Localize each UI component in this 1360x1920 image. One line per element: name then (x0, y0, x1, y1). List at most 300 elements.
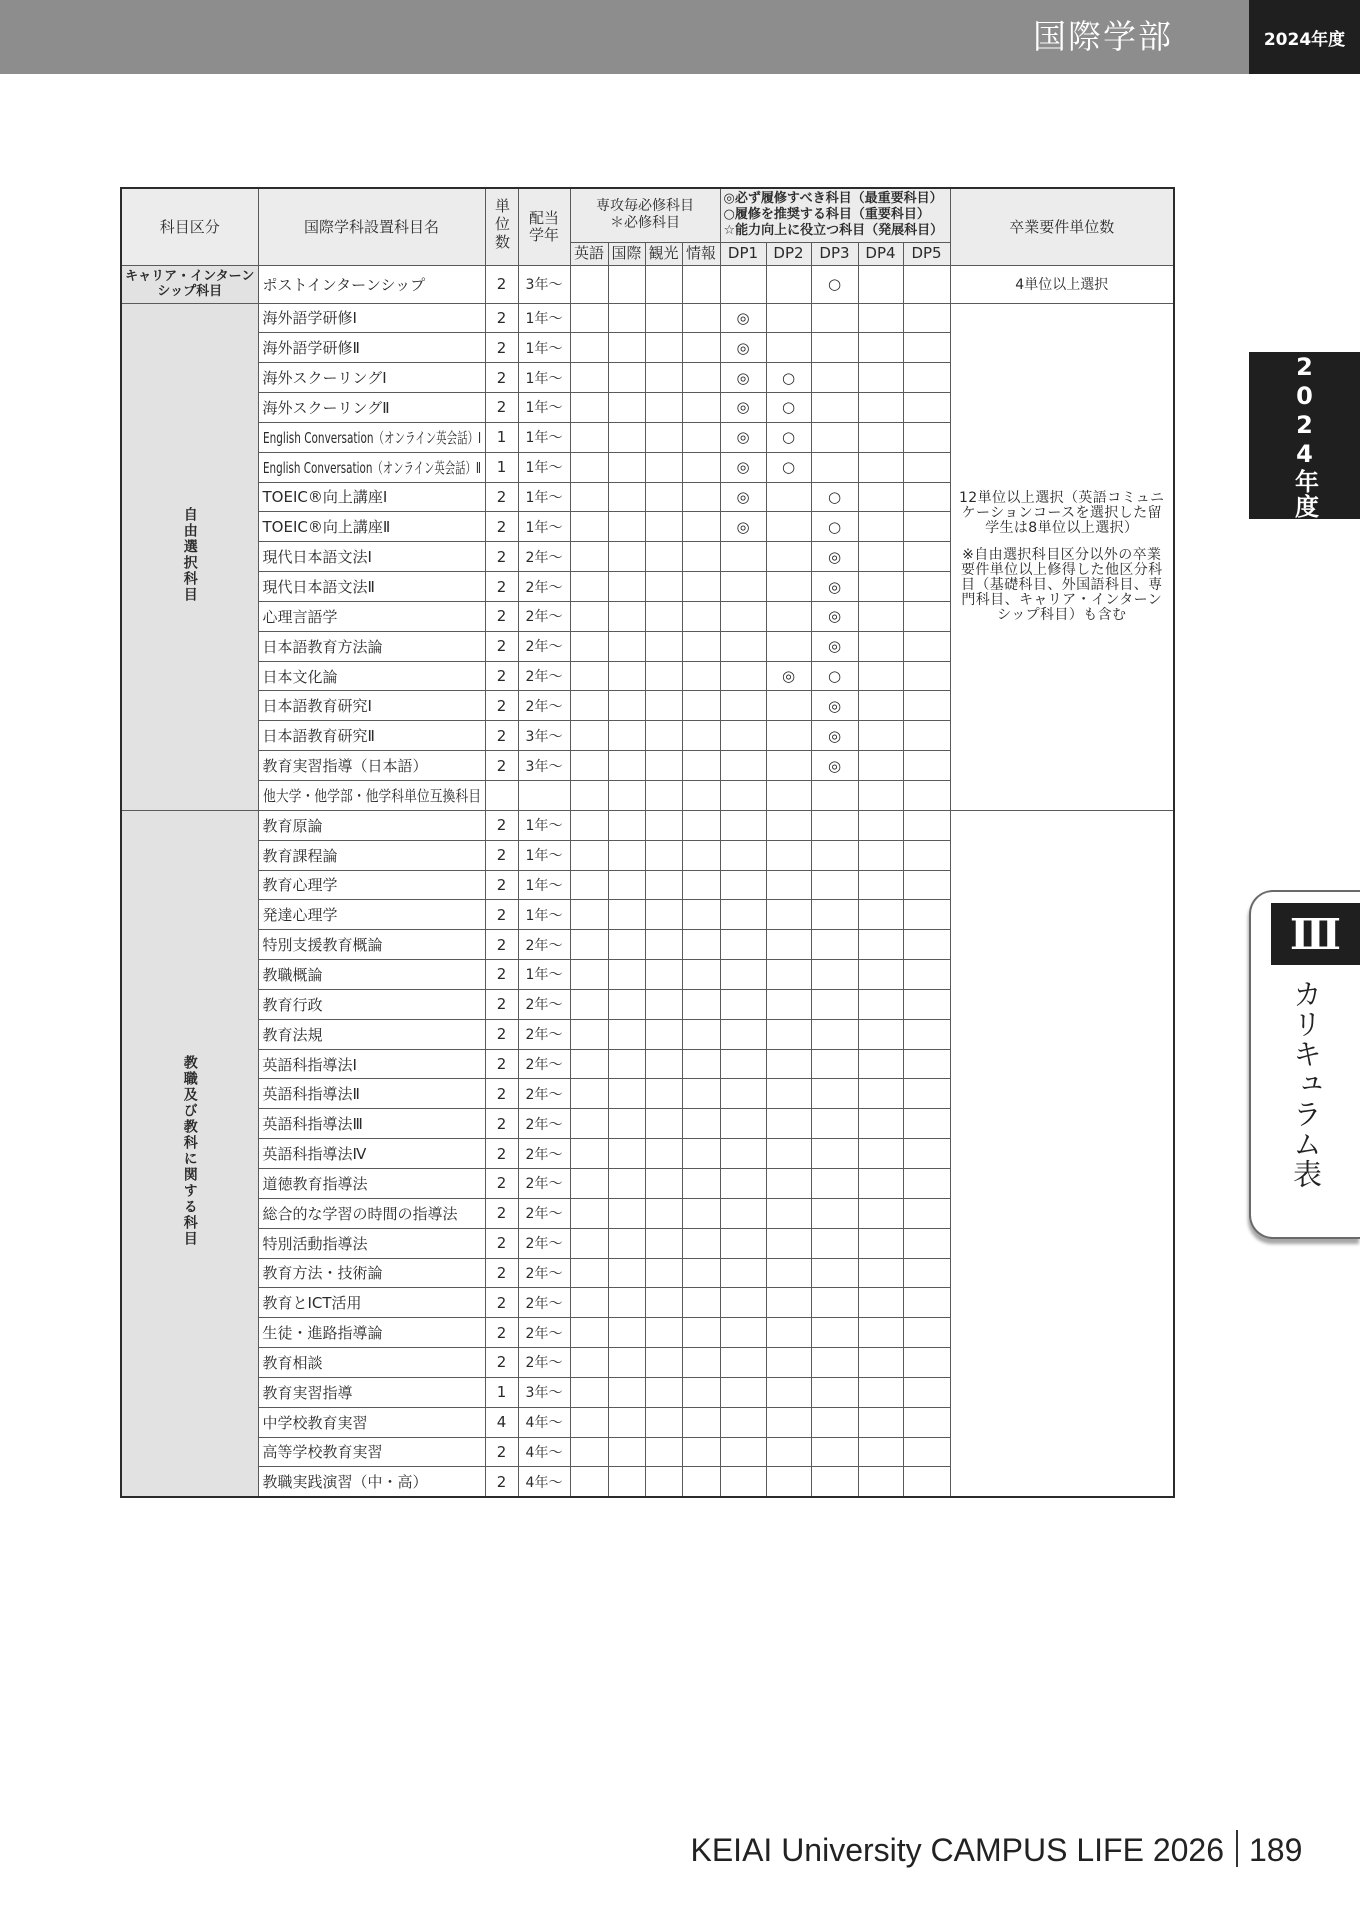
dp3-cell (811, 1407, 858, 1437)
credit-units-cell (485, 1109, 518, 1139)
dp4-cell (858, 930, 903, 960)
assigned-year-cell (518, 265, 570, 303)
dp5-cell (903, 840, 950, 870)
dp1-cell (720, 333, 766, 363)
dp-mark: ○ (827, 275, 842, 293)
dp2-cell (766, 900, 811, 930)
major-required-cell (682, 482, 720, 512)
major-required-cell (645, 1437, 682, 1467)
assigned-year-cell (518, 1079, 570, 1109)
dp2-cell (766, 1258, 811, 1288)
dp5-cell (903, 1437, 950, 1467)
dp1-cell (720, 900, 766, 930)
table-header (121, 188, 1174, 265)
dp5-cell (903, 900, 950, 930)
dp5-cell (903, 265, 950, 303)
credit-units-cell (485, 840, 518, 870)
credit-units-cell (485, 631, 518, 661)
assigned-year: 1年〜 (525, 310, 563, 327)
major-required-cell (645, 1019, 682, 1049)
course-name: 教職概論 (262, 965, 323, 984)
major-required-cell (608, 1049, 645, 1079)
course-name: ポストインターンシップ (262, 275, 426, 294)
course-name: 総合的な学習の時間の指導法 (262, 1204, 458, 1223)
major-required-cell (645, 1348, 682, 1378)
major-required-cell (608, 751, 645, 781)
dp5-cell (903, 751, 950, 781)
dp4-cell (858, 840, 903, 870)
assigned-year: 2年〜 (525, 1295, 563, 1312)
course-name-cell (258, 1109, 485, 1139)
dp3-cell (811, 661, 858, 691)
dp-mark: ◎ (736, 487, 750, 506)
major-required-cell (608, 1019, 645, 1049)
footer-divider (1236, 1830, 1238, 1867)
requirement-text: 4単位以上選択 (1015, 277, 1109, 293)
major-required-cell (608, 661, 645, 691)
dp1-cell (720, 721, 766, 751)
dp3-cell (811, 452, 858, 482)
assigned-year-cell (518, 422, 570, 452)
dp4-cell (858, 1049, 903, 1079)
credit-units: 2 (496, 547, 507, 566)
major-required-cell (645, 781, 682, 811)
course-name-cell (258, 781, 485, 811)
assigned-year: 1年〜 (525, 430, 563, 447)
dp-mark: ◎ (736, 338, 750, 357)
course-name-cell (258, 900, 485, 930)
table-body (121, 265, 1174, 1497)
major-required-cell (682, 393, 720, 423)
major-required-cell (608, 1407, 645, 1437)
dp5-cell (903, 1258, 950, 1288)
credit-units-cell (485, 900, 518, 930)
assigned-year: 1年〜 (525, 907, 563, 924)
dp2-cell (766, 1019, 811, 1049)
assigned-year-cell (518, 1437, 570, 1467)
dp1-cell (720, 1109, 766, 1139)
major-required-cell (608, 781, 645, 811)
requirement-note-wrap (955, 548, 1170, 623)
assigned-year: 2年〜 (525, 549, 563, 566)
credit-units: 2 (496, 1263, 507, 1282)
assigned-year-cell (518, 960, 570, 990)
assigned-year: 3年〜 (525, 728, 563, 745)
requirement-cell (950, 303, 1174, 810)
credit-units: 1 (496, 458, 507, 477)
course-name-cell (258, 393, 485, 423)
dp3-cell (811, 1228, 858, 1258)
dp-mark: ◎ (827, 696, 842, 715)
dp1-cell (720, 1198, 766, 1228)
dp2-cell (766, 265, 811, 303)
major-required-cell (645, 265, 682, 303)
major-required-cell (608, 631, 645, 661)
major-required-cell (608, 542, 645, 572)
assigned-year: 2年〜 (525, 1057, 563, 1074)
assigned-year: 2年〜 (525, 609, 563, 626)
dp4-cell (858, 303, 903, 333)
dp1-cell (720, 265, 766, 303)
major-required-cell (645, 1377, 682, 1407)
table-row (121, 810, 1174, 840)
major-required-cell (645, 930, 682, 960)
credit-units-cell (485, 1467, 518, 1497)
dp5-cell (903, 333, 950, 363)
credit-units: 2 (496, 308, 507, 327)
assigned-year: 2年〜 (525, 1325, 563, 1342)
dp3-cell (811, 333, 858, 363)
course-name-cell (258, 631, 485, 661)
major-required-cell (682, 542, 720, 572)
dp3-cell (811, 900, 858, 930)
credit-units-cell (485, 1019, 518, 1049)
course-name-cell (258, 721, 485, 751)
major-required-cell (608, 870, 645, 900)
major-required-cell (682, 1467, 720, 1497)
major-required-cell (682, 661, 720, 691)
assigned-year: 2年〜 (525, 1265, 563, 1282)
major-required-cell (645, 1198, 682, 1228)
header-dp1: DP1 (720, 242, 766, 265)
dp2-cell (766, 930, 811, 960)
credit-units-cell (485, 363, 518, 393)
major-required-cell (682, 1228, 720, 1258)
dp5-cell (903, 1168, 950, 1198)
dp1-cell (720, 661, 766, 691)
dp1-cell (720, 601, 766, 631)
dp2-cell (766, 452, 811, 482)
dp3-cell (811, 721, 858, 751)
assigned-year: 1年〜 (525, 340, 563, 357)
credit-units-cell (485, 303, 518, 333)
dp4-cell (858, 1288, 903, 1318)
category-cell (121, 303, 258, 810)
dp-legend-recommended: ○履修を推奨する科目（重要科目） (723, 207, 930, 223)
dp5-cell (903, 631, 950, 661)
course-name-cell (258, 363, 485, 393)
assigned-year-cell (518, 572, 570, 602)
major-required-cell (608, 452, 645, 482)
major-required-cell (570, 572, 608, 602)
course-name: 教育方法・技術論 (262, 1264, 383, 1283)
credit-units-cell (485, 691, 518, 721)
credit-units: 2 (496, 1114, 507, 1133)
major-required-cell (608, 363, 645, 393)
major-required-cell (570, 840, 608, 870)
dp1-cell (720, 1318, 766, 1348)
major-required-cell (645, 1318, 682, 1348)
major-required-cell (645, 721, 682, 751)
dp1-cell (720, 751, 766, 781)
dp1-cell (720, 1348, 766, 1378)
credit-units: 2 (496, 756, 507, 775)
major-required-cell (570, 1019, 608, 1049)
dp4-cell (858, 1139, 903, 1169)
assigned-year: 4年〜 (525, 1444, 563, 1461)
credit-units: 2 (496, 1174, 507, 1193)
course-name-cell (258, 1198, 485, 1228)
credit-units: 2 (496, 1084, 507, 1103)
dp5-cell (903, 989, 950, 1019)
dp2-cell (766, 1407, 811, 1437)
major-required-cell (570, 1079, 608, 1109)
dp3-cell (811, 393, 858, 423)
assigned-year-cell (518, 1258, 570, 1288)
dp5-cell (903, 303, 950, 333)
course-name-cell (258, 1348, 485, 1378)
dp2-cell (766, 960, 811, 990)
major-required-cell (570, 1467, 608, 1497)
dp2-cell (766, 1079, 811, 1109)
course-name-cell (258, 1467, 485, 1497)
credit-units: 2 (496, 517, 507, 536)
dp5-cell (903, 1079, 950, 1109)
course-name-cell (258, 452, 485, 482)
major-required-cell (645, 989, 682, 1019)
dp4-cell (858, 512, 903, 542)
header-dp4: DP4 (858, 242, 903, 265)
dp3-cell (811, 1318, 858, 1348)
credit-units: 2 (496, 1323, 507, 1342)
dp2-cell (766, 1198, 811, 1228)
dp4-cell (858, 1318, 903, 1348)
assigned-year: 1年〜 (525, 489, 563, 506)
dp2-cell (766, 572, 811, 602)
major-required-cell (608, 721, 645, 751)
assigned-year: 2年〜 (525, 669, 563, 686)
course-name: 海外スクーリングⅠ (262, 369, 387, 388)
dp4-cell (858, 265, 903, 303)
header-major-information: 情報 (682, 242, 720, 265)
credit-units: 2 (496, 1472, 507, 1491)
dp2-cell (766, 1288, 811, 1318)
dp-mark: ○ (781, 398, 796, 417)
major-required-cell (608, 265, 645, 303)
major-required-cell (570, 542, 608, 572)
dp5-cell (903, 542, 950, 572)
major-required-cell (645, 572, 682, 602)
major-required-cell (682, 781, 720, 811)
credit-units: 2 (496, 1055, 507, 1074)
dp3-cell (811, 1437, 858, 1467)
dp4-cell (858, 751, 903, 781)
dp5-cell (903, 960, 950, 990)
dp4-cell (858, 989, 903, 1019)
course-name: 海外スクーリングⅡ (262, 398, 390, 417)
dp5-cell (903, 691, 950, 721)
dp1-cell (720, 1467, 766, 1497)
dp5-cell (903, 781, 950, 811)
major-required-cell (645, 303, 682, 333)
assigned-year-cell (518, 930, 570, 960)
major-required-cell (682, 1019, 720, 1049)
dp2-cell (766, 393, 811, 423)
dp5-cell (903, 482, 950, 512)
assigned-year: 1年〜 (525, 519, 563, 536)
major-required-cell (645, 1288, 682, 1318)
dp-mark: ◎ (736, 308, 750, 327)
dp-mark: ○ (781, 458, 796, 477)
course-name-cell (258, 1079, 485, 1109)
dp4-cell (858, 691, 903, 721)
dp3-cell (811, 810, 858, 840)
credit-units: 2 (496, 1293, 507, 1312)
header-year (518, 188, 570, 265)
assigned-year-cell (518, 1139, 570, 1169)
major-required-cell (645, 452, 682, 482)
assigned-year-cell (518, 1348, 570, 1378)
credit-units-cell (485, 1318, 518, 1348)
course-name: 教育とICT活用 (262, 1294, 362, 1313)
assigned-year-cell (518, 1407, 570, 1437)
dp4-cell (858, 870, 903, 900)
major-required-cell (645, 1139, 682, 1169)
dp2-cell (766, 781, 811, 811)
course-name-cell (258, 810, 485, 840)
course-name: 教育原論 (262, 816, 323, 835)
course-name: 教職実践演習（中・高） (262, 1473, 428, 1492)
credit-units: 2 (496, 995, 507, 1014)
header-category-label: 科目区分 (159, 218, 220, 237)
major-required-cell (682, 900, 720, 930)
assigned-year-cell (518, 781, 570, 811)
assigned-year-cell (518, 1288, 570, 1318)
major-required-cell (570, 989, 608, 1019)
major-required-cell (645, 691, 682, 721)
assigned-year-cell (518, 751, 570, 781)
course-name-cell (258, 960, 485, 990)
year-badge (1249, 0, 1360, 74)
major-required-cell (682, 512, 720, 542)
major-required-cell (682, 840, 720, 870)
dp4-cell (858, 1377, 903, 1407)
dp1-cell (720, 1437, 766, 1467)
major-required-cell (608, 333, 645, 363)
dp1-cell (720, 1168, 766, 1198)
dp5-cell (903, 870, 950, 900)
assigned-year-cell (518, 1467, 570, 1497)
major-required-cell (645, 601, 682, 631)
dp3-cell (811, 960, 858, 990)
dp4-cell (858, 1019, 903, 1049)
year-badge-label: 2024年度 (1263, 29, 1346, 50)
dp2-cell (766, 1228, 811, 1258)
course-name: 日本語教育研究Ⅱ (262, 727, 375, 746)
major-required-cell (570, 303, 608, 333)
major-required-cell (570, 810, 608, 840)
table-row (121, 303, 1174, 333)
course-name: 日本文化論 (262, 667, 338, 686)
dp1-cell (720, 512, 766, 542)
course-name-cell (258, 1019, 485, 1049)
course-name-cell (258, 930, 485, 960)
major-required-cell (608, 393, 645, 423)
dp3-cell (811, 751, 858, 781)
course-name-cell (258, 1168, 485, 1198)
dp-mark: ◎ (736, 517, 750, 536)
assigned-year-cell (518, 1377, 570, 1407)
course-name: 心理言語学 (262, 607, 338, 626)
category-label: キャリア・インターン シップ科目 (125, 269, 255, 299)
major-required-cell (608, 422, 645, 452)
major-required-cell (608, 989, 645, 1019)
major-required-cell (570, 265, 608, 303)
credit-units-cell (485, 482, 518, 512)
dp-mark: ◎ (736, 398, 750, 417)
dp-legend-row (724, 207, 947, 223)
credit-units: 2 (496, 1234, 507, 1253)
header-requirement-label: 卒業要件単位数 (1009, 218, 1115, 237)
dp3-cell (811, 482, 858, 512)
major-required-cell (608, 1228, 645, 1258)
dp2-cell (766, 631, 811, 661)
course-name: 他大学・他学部・他学科単位互換科目 (262, 786, 481, 805)
credit-units: 2 (496, 965, 507, 984)
course-name-cell (258, 333, 485, 363)
dp1-cell (720, 572, 766, 602)
header-major-required-label: 専攻毎必修科目 ＊必修科目 (596, 198, 694, 232)
dp2-cell (766, 1049, 811, 1079)
major-required-cell (682, 1079, 720, 1109)
curriculum-table (120, 187, 1175, 1498)
credit-units-cell (485, 601, 518, 631)
course-name: 日本語教育研究Ⅰ (262, 697, 372, 716)
dp2-cell (766, 751, 811, 781)
assigned-year: 1年〜 (525, 370, 563, 387)
dp-mark: ○ (827, 487, 842, 506)
dp3-cell (811, 422, 858, 452)
credit-units-cell (485, 1139, 518, 1169)
major-required-cell (570, 960, 608, 990)
dp5-cell (903, 1228, 950, 1258)
dp4-cell (858, 482, 903, 512)
dp2-cell (766, 303, 811, 333)
assigned-year-cell (518, 691, 570, 721)
major-required-cell (608, 1467, 645, 1497)
major-required-cell (608, 1079, 645, 1109)
dp2-cell (766, 1139, 811, 1169)
credit-units-cell (485, 512, 518, 542)
dp3-cell (811, 601, 858, 631)
course-name-cell (258, 1407, 485, 1437)
dp5-cell (903, 721, 950, 751)
credit-units-cell (485, 452, 518, 482)
dp2-cell (766, 1377, 811, 1407)
credit-units-cell (485, 781, 518, 811)
major-required-cell (570, 1348, 608, 1378)
credit-units-cell (485, 661, 518, 691)
major-required-cell (682, 303, 720, 333)
dp2-cell (766, 810, 811, 840)
dp2-cell (766, 1348, 811, 1378)
assigned-year-cell (518, 1198, 570, 1228)
header-dp-legend (720, 188, 950, 242)
dp2-cell (766, 870, 811, 900)
assigned-year: 1年〜 (525, 460, 563, 477)
major-required-cell (608, 512, 645, 542)
assigned-year: 1年〜 (525, 400, 563, 417)
dp2-cell (766, 333, 811, 363)
course-name: 英語科指導法Ⅳ (262, 1145, 367, 1164)
major-required-cell (570, 1407, 608, 1437)
dp2-cell (766, 1437, 811, 1467)
assigned-year: 2年〜 (525, 1146, 563, 1163)
credit-units-cell (485, 1437, 518, 1467)
major-required-cell (608, 691, 645, 721)
dp2-cell (766, 1318, 811, 1348)
course-name-cell (258, 1258, 485, 1288)
